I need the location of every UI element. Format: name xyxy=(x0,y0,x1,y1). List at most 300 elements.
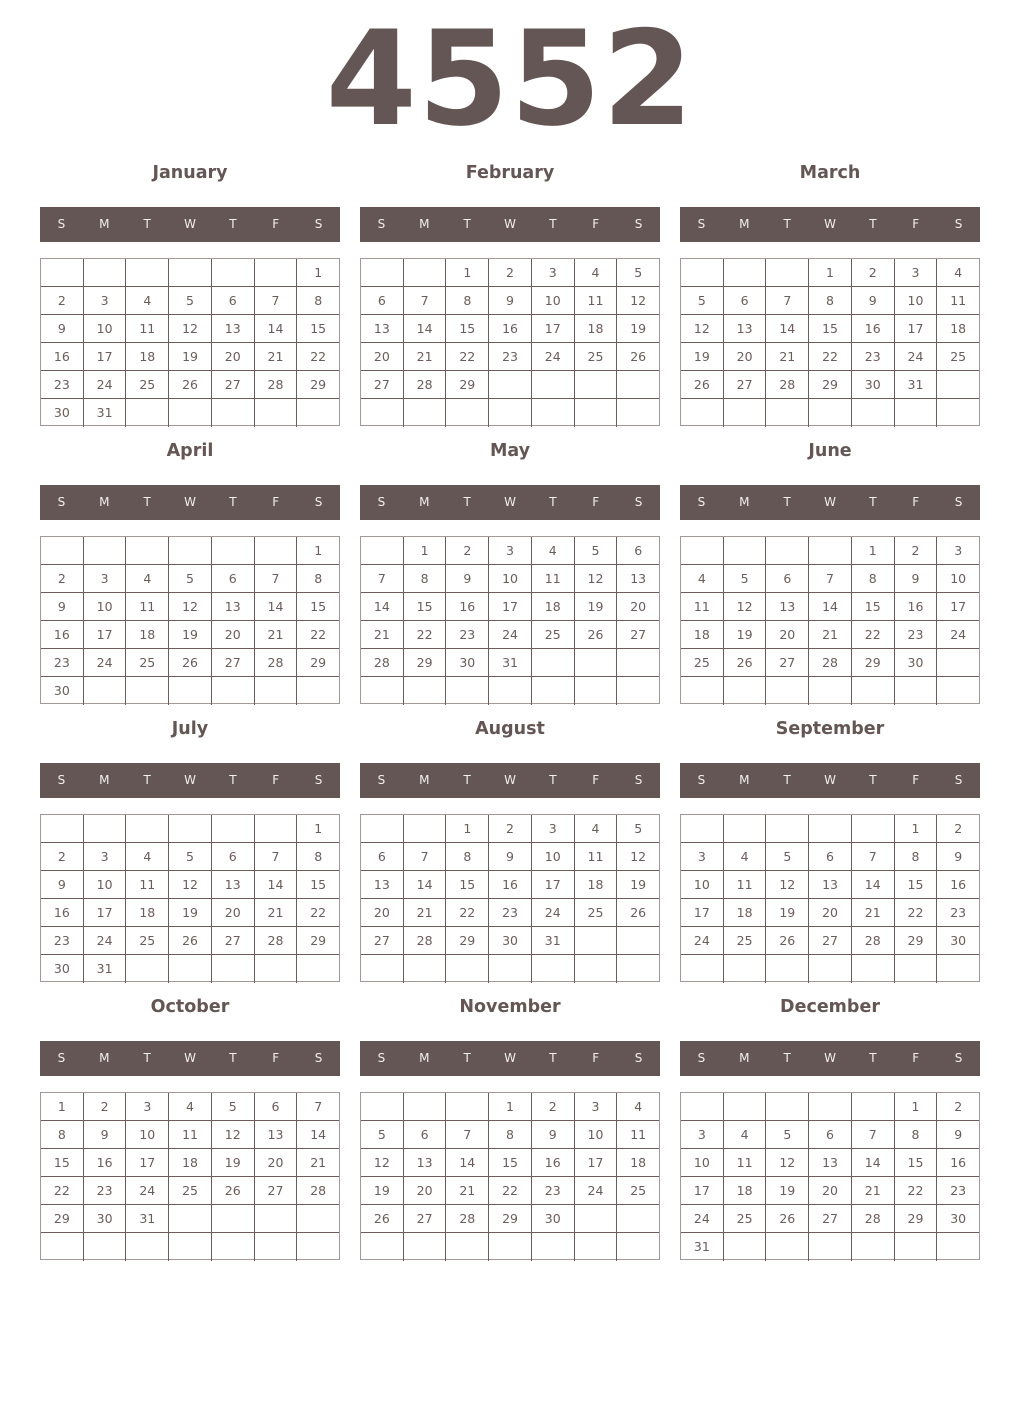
day-cell: 28 xyxy=(404,371,447,399)
day-cell: 11 xyxy=(126,871,169,899)
day-cell xyxy=(489,677,532,705)
day-cell: 2 xyxy=(489,259,532,287)
day-cell xyxy=(532,399,575,427)
weekday-label: T xyxy=(783,217,791,231)
day-cell xyxy=(169,1233,212,1261)
day-cell xyxy=(809,399,852,427)
day-cell: 6 xyxy=(361,287,404,315)
week-row xyxy=(41,1177,339,1205)
day-cell: 16 xyxy=(937,1149,979,1177)
day-cell xyxy=(895,677,938,705)
day-cell xyxy=(212,1233,255,1261)
day-cell xyxy=(297,677,339,705)
day-cell: 11 xyxy=(126,315,169,343)
day-cell: 11 xyxy=(617,1121,659,1149)
day-cell: 9 xyxy=(937,1121,979,1149)
day-cell: 25 xyxy=(575,899,618,927)
weekday-header xyxy=(680,207,980,242)
day-cell xyxy=(404,259,447,287)
weekday-label: S xyxy=(57,495,66,509)
day-cell: 19 xyxy=(681,343,724,371)
day-cell xyxy=(126,815,169,843)
day-cell: 13 xyxy=(212,871,255,899)
day-cell: 1 xyxy=(489,1093,532,1121)
day-cell: 29 xyxy=(446,371,489,399)
day-cell: 10 xyxy=(532,287,575,315)
day-cell: 29 xyxy=(852,649,895,677)
day-cell: 15 xyxy=(852,593,895,621)
day-cell xyxy=(575,1205,618,1233)
day-cell: 3 xyxy=(126,1093,169,1121)
day-cell: 31 xyxy=(681,1233,724,1261)
weekday-label: M xyxy=(99,773,110,787)
weekday-label: S xyxy=(634,773,643,787)
weekday-label: S xyxy=(697,1051,706,1065)
day-cell: 23 xyxy=(937,1177,979,1205)
day-cell: 21 xyxy=(404,899,447,927)
day-cell: 19 xyxy=(766,899,809,927)
day-cell: 5 xyxy=(766,843,809,871)
day-cell: 11 xyxy=(724,871,767,899)
day-cell xyxy=(41,1233,84,1261)
day-cell: 20 xyxy=(212,899,255,927)
day-cell xyxy=(446,955,489,983)
day-cell xyxy=(489,1233,532,1261)
day-cell: 18 xyxy=(724,899,767,927)
day-cell xyxy=(937,649,979,677)
weekday-label: S xyxy=(634,217,643,231)
day-cell: 16 xyxy=(41,621,84,649)
day-cell xyxy=(84,259,127,287)
day-cell xyxy=(489,371,532,399)
week-row xyxy=(361,621,659,649)
day-cell: 10 xyxy=(937,565,979,593)
week-row xyxy=(41,1093,339,1121)
weekday-label: S xyxy=(954,1051,963,1065)
week-row xyxy=(361,1177,659,1205)
day-cell: 30 xyxy=(852,371,895,399)
day-cell: 28 xyxy=(404,927,447,955)
week-row xyxy=(681,677,979,705)
day-cell xyxy=(532,649,575,677)
day-cell: 9 xyxy=(41,315,84,343)
day-cell: 5 xyxy=(169,565,212,593)
weekday-label: W xyxy=(184,1051,196,1065)
day-cell: 14 xyxy=(766,315,809,343)
day-cell: 10 xyxy=(681,1149,724,1177)
day-cell xyxy=(255,815,298,843)
weekday-label: T xyxy=(869,773,877,787)
day-cell: 11 xyxy=(126,593,169,621)
weekday-label: F xyxy=(912,495,920,509)
day-cell: 18 xyxy=(617,1149,659,1177)
day-cell: 24 xyxy=(532,343,575,371)
day-cell: 5 xyxy=(617,815,659,843)
day-cell: 26 xyxy=(169,371,212,399)
day-cell xyxy=(41,537,84,565)
day-cell: 12 xyxy=(766,1149,809,1177)
day-cell: 7 xyxy=(297,1093,339,1121)
day-cell: 5 xyxy=(212,1093,255,1121)
weekday-label: T xyxy=(783,495,791,509)
day-cell: 7 xyxy=(809,565,852,593)
week-row xyxy=(41,1233,339,1261)
week-row xyxy=(361,287,659,315)
day-cell: 2 xyxy=(41,565,84,593)
day-cell: 2 xyxy=(446,537,489,565)
day-cell: 23 xyxy=(41,649,84,677)
week-row xyxy=(681,621,979,649)
week-row xyxy=(41,815,339,843)
week-row xyxy=(361,399,659,427)
week-row xyxy=(41,315,339,343)
day-cell: 2 xyxy=(937,1093,979,1121)
day-cell: 30 xyxy=(937,927,979,955)
weekday-label: S xyxy=(954,495,963,509)
weekday-header xyxy=(360,1041,660,1076)
day-cell: 31 xyxy=(84,955,127,983)
weekday-label: W xyxy=(504,1051,516,1065)
day-cell: 16 xyxy=(895,593,938,621)
week-row xyxy=(41,259,339,287)
day-cell: 10 xyxy=(84,315,127,343)
day-cell xyxy=(937,399,979,427)
day-cell: 24 xyxy=(895,343,938,371)
day-cell: 29 xyxy=(297,927,339,955)
day-cell: 25 xyxy=(617,1177,659,1205)
day-cell: 26 xyxy=(361,1205,404,1233)
week-row xyxy=(681,371,979,399)
day-cell: 17 xyxy=(895,315,938,343)
day-cell: 21 xyxy=(297,1149,339,1177)
weekday-label: S xyxy=(377,217,386,231)
weekday-header xyxy=(680,485,980,520)
day-cell: 4 xyxy=(126,287,169,315)
day-cell: 19 xyxy=(766,1177,809,1205)
day-cell xyxy=(169,259,212,287)
day-cell xyxy=(617,927,659,955)
weekday-label: S xyxy=(57,217,66,231)
week-row xyxy=(361,899,659,927)
week-row xyxy=(681,565,979,593)
day-cell: 7 xyxy=(255,287,298,315)
day-cell xyxy=(681,259,724,287)
day-cell: 28 xyxy=(361,649,404,677)
day-cell: 12 xyxy=(617,287,659,315)
day-cell: 17 xyxy=(575,1149,618,1177)
day-cell: 20 xyxy=(255,1149,298,1177)
day-cell: 12 xyxy=(575,565,618,593)
day-cell xyxy=(255,1233,298,1261)
day-cell: 29 xyxy=(297,371,339,399)
week-row xyxy=(41,287,339,315)
day-cell: 15 xyxy=(297,871,339,899)
day-cell xyxy=(809,955,852,983)
weekday-header xyxy=(40,763,340,798)
day-cell: 3 xyxy=(681,1121,724,1149)
day-cell: 28 xyxy=(255,927,298,955)
day-cell: 23 xyxy=(41,927,84,955)
day-cell xyxy=(404,1233,447,1261)
day-cell: 11 xyxy=(575,843,618,871)
day-cell: 30 xyxy=(895,649,938,677)
day-cell: 8 xyxy=(297,565,339,593)
weekday-label: S xyxy=(634,1051,643,1065)
day-cell: 12 xyxy=(766,871,809,899)
day-cell: 30 xyxy=(41,399,84,427)
day-grid xyxy=(680,814,980,982)
day-cell: 22 xyxy=(297,621,339,649)
day-cell xyxy=(489,955,532,983)
day-cell xyxy=(297,1205,339,1233)
week-row xyxy=(361,871,659,899)
day-cell xyxy=(766,259,809,287)
day-cell: 3 xyxy=(532,815,575,843)
day-cell xyxy=(297,1233,339,1261)
day-cell: 8 xyxy=(852,565,895,593)
week-row xyxy=(681,315,979,343)
day-cell: 23 xyxy=(446,621,489,649)
day-cell: 14 xyxy=(404,871,447,899)
day-cell: 16 xyxy=(446,593,489,621)
day-cell: 25 xyxy=(575,343,618,371)
day-cell xyxy=(532,677,575,705)
day-cell: 5 xyxy=(169,843,212,871)
day-cell: 12 xyxy=(169,315,212,343)
day-cell: 4 xyxy=(617,1093,659,1121)
day-cell: 7 xyxy=(255,565,298,593)
day-cell: 22 xyxy=(297,343,339,371)
weekday-label: T xyxy=(143,495,151,509)
day-cell: 7 xyxy=(852,1121,895,1149)
weekday-header xyxy=(40,485,340,520)
day-cell xyxy=(724,537,767,565)
day-cell: 22 xyxy=(809,343,852,371)
day-cell xyxy=(169,399,212,427)
day-cell: 27 xyxy=(809,927,852,955)
day-cell: 22 xyxy=(895,1177,938,1205)
day-cell xyxy=(852,1233,895,1261)
day-cell xyxy=(126,537,169,565)
week-row xyxy=(681,1233,979,1261)
day-cell: 28 xyxy=(255,649,298,677)
day-cell: 3 xyxy=(84,287,127,315)
day-cell: 17 xyxy=(532,871,575,899)
day-cell: 28 xyxy=(297,1177,339,1205)
day-cell xyxy=(681,1093,724,1121)
week-row xyxy=(361,1093,659,1121)
day-cell: 23 xyxy=(532,1177,575,1205)
week-row xyxy=(681,815,979,843)
day-cell: 21 xyxy=(255,343,298,371)
month-name: January xyxy=(152,163,228,183)
weekday-label: F xyxy=(592,217,600,231)
day-cell xyxy=(255,955,298,983)
day-cell xyxy=(852,815,895,843)
day-cell xyxy=(361,399,404,427)
week-row xyxy=(681,399,979,427)
week-row xyxy=(681,927,979,955)
day-cell xyxy=(41,815,84,843)
day-cell: 21 xyxy=(852,899,895,927)
day-cell: 26 xyxy=(169,649,212,677)
day-cell: 15 xyxy=(489,1149,532,1177)
day-cell: 22 xyxy=(297,899,339,927)
day-cell: 31 xyxy=(489,649,532,677)
weekday-label: S xyxy=(377,495,386,509)
day-cell: 18 xyxy=(575,315,618,343)
day-cell xyxy=(446,1233,489,1261)
day-cell: 29 xyxy=(895,1205,938,1233)
day-cell: 20 xyxy=(809,1177,852,1205)
day-cell: 29 xyxy=(809,371,852,399)
day-cell xyxy=(212,399,255,427)
day-cell xyxy=(575,955,618,983)
weekday-label: F xyxy=(272,773,280,787)
day-cell: 18 xyxy=(575,871,618,899)
weekday-label: S xyxy=(377,1051,386,1065)
day-cell: 19 xyxy=(169,343,212,371)
day-cell: 7 xyxy=(766,287,809,315)
day-cell: 26 xyxy=(212,1177,255,1205)
weekday-label: S xyxy=(377,773,386,787)
day-cell xyxy=(766,677,809,705)
weekday-label: F xyxy=(592,1051,600,1065)
day-cell xyxy=(169,815,212,843)
day-cell: 20 xyxy=(404,1177,447,1205)
day-cell: 4 xyxy=(575,815,618,843)
day-cell xyxy=(446,677,489,705)
weekday-label: T xyxy=(143,773,151,787)
weekday-label: W xyxy=(184,495,196,509)
day-cell: 21 xyxy=(446,1177,489,1205)
day-cell xyxy=(681,955,724,983)
weekday-label: F xyxy=(592,495,600,509)
weekday-label: T xyxy=(869,495,877,509)
day-cell: 24 xyxy=(84,649,127,677)
day-cell xyxy=(681,815,724,843)
day-cell: 1 xyxy=(809,259,852,287)
weekday-label: M xyxy=(99,217,110,231)
day-cell: 9 xyxy=(532,1121,575,1149)
day-cell: 3 xyxy=(575,1093,618,1121)
weekday-label: S xyxy=(314,217,323,231)
weekday-label: M xyxy=(419,217,430,231)
day-cell: 6 xyxy=(255,1093,298,1121)
weekday-label: F xyxy=(272,495,280,509)
day-cell: 9 xyxy=(41,871,84,899)
day-cell: 18 xyxy=(126,621,169,649)
day-cell: 7 xyxy=(404,843,447,871)
day-cell: 3 xyxy=(937,537,979,565)
weekday-label: S xyxy=(314,495,323,509)
day-grid xyxy=(360,814,660,982)
day-cell: 1 xyxy=(446,815,489,843)
weekday-label: T xyxy=(869,1051,877,1065)
day-cell xyxy=(255,677,298,705)
day-cell: 15 xyxy=(895,871,938,899)
day-cell: 24 xyxy=(532,899,575,927)
day-cell: 1 xyxy=(852,537,895,565)
day-cell: 26 xyxy=(617,343,659,371)
day-cell: 8 xyxy=(41,1121,84,1149)
weekday-label: W xyxy=(824,495,836,509)
day-cell: 27 xyxy=(809,1205,852,1233)
month-name: November xyxy=(459,997,561,1017)
day-cell: 26 xyxy=(617,899,659,927)
weekday-label: F xyxy=(912,1051,920,1065)
day-cell xyxy=(575,649,618,677)
day-cell xyxy=(724,815,767,843)
day-cell: 11 xyxy=(724,1149,767,1177)
day-cell: 2 xyxy=(84,1093,127,1121)
weekday-label: T xyxy=(783,1051,791,1065)
day-cell: 5 xyxy=(169,287,212,315)
day-cell xyxy=(852,1093,895,1121)
day-cell: 29 xyxy=(404,649,447,677)
day-cell: 8 xyxy=(895,843,938,871)
day-cell: 14 xyxy=(809,593,852,621)
day-cell xyxy=(404,815,447,843)
day-cell: 25 xyxy=(126,927,169,955)
day-cell: 17 xyxy=(84,621,127,649)
weekday-label: S xyxy=(57,773,66,787)
month-name: July xyxy=(171,719,209,739)
day-cell xyxy=(681,537,724,565)
week-row xyxy=(681,1205,979,1233)
day-cell: 18 xyxy=(681,621,724,649)
day-cell xyxy=(617,1205,659,1233)
weekday-label: W xyxy=(184,773,196,787)
day-cell: 11 xyxy=(169,1121,212,1149)
day-cell xyxy=(297,955,339,983)
day-cell: 19 xyxy=(169,621,212,649)
day-cell: 8 xyxy=(404,565,447,593)
day-cell xyxy=(446,1093,489,1121)
weekday-label: T xyxy=(229,773,237,787)
month-name: June xyxy=(808,441,852,461)
day-cell: 5 xyxy=(575,537,618,565)
day-cell: 21 xyxy=(809,621,852,649)
day-cell: 28 xyxy=(809,649,852,677)
week-row xyxy=(681,1093,979,1121)
day-cell: 28 xyxy=(255,371,298,399)
weekday-label: M xyxy=(419,495,430,509)
weekday-label: M xyxy=(419,773,430,787)
day-cell: 21 xyxy=(766,343,809,371)
day-cell xyxy=(446,399,489,427)
month-name: March xyxy=(799,163,861,183)
week-row xyxy=(41,1121,339,1149)
day-cell: 5 xyxy=(766,1121,809,1149)
day-cell xyxy=(895,399,938,427)
day-cell: 16 xyxy=(489,315,532,343)
day-cell xyxy=(937,677,979,705)
day-cell: 13 xyxy=(361,871,404,899)
day-cell: 12 xyxy=(212,1121,255,1149)
month-name: October xyxy=(150,997,230,1017)
day-cell: 16 xyxy=(489,871,532,899)
weekday-label: T xyxy=(783,773,791,787)
day-cell xyxy=(404,677,447,705)
day-cell: 8 xyxy=(895,1121,938,1149)
day-cell: 7 xyxy=(446,1121,489,1149)
month-name: December xyxy=(780,997,880,1017)
week-row xyxy=(681,259,979,287)
week-row xyxy=(361,343,659,371)
day-cell: 5 xyxy=(617,259,659,287)
day-cell: 11 xyxy=(937,287,979,315)
